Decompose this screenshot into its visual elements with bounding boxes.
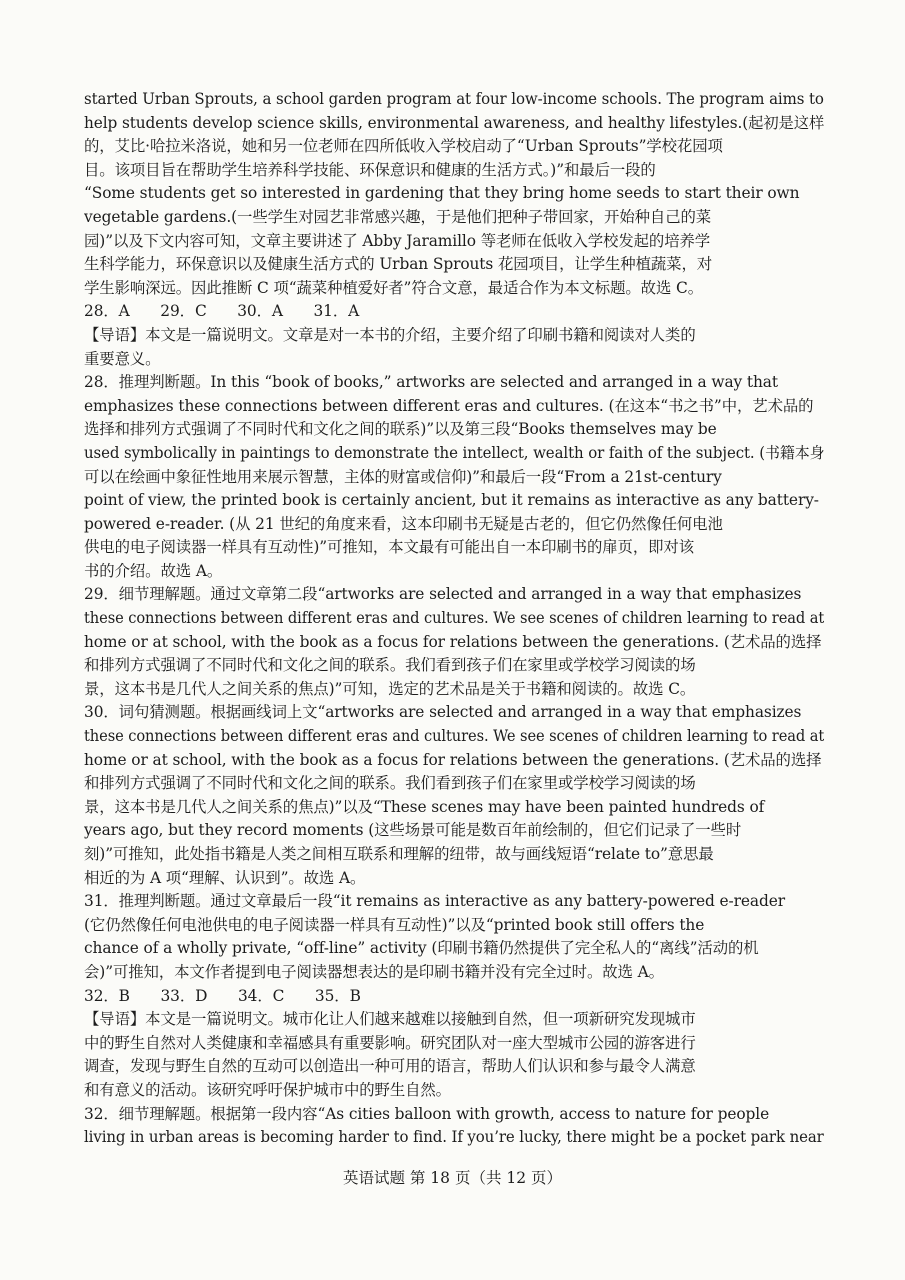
text-line: (它仍然像任何电池供电的电子阅读器一样具有互动性)”以及“printed book still offers the	[84, 915, 705, 934]
text-line: 和有意义的活动。该研究呼吁保护城市中的野生自然。	[84, 1080, 451, 1099]
text-line: 调查，发现与野生自然的互动可以创造出一种可用的语言，帮助人们认识和参与最令人满意	[84, 1057, 696, 1076]
text-line: living in urban areas is becoming harder to find. If you’re lucky, there might be a pocket park near	[84, 1128, 824, 1147]
text-line: 的，艾比·哈拉米洛说，她和另一位老师在四所低收入学校启动了“Urban Sprouts”学校花园项	[84, 137, 723, 156]
text-line: 园)”以及下文内容可知，文章主要讲述了 Abby Jaramillo 等老师在低收入学校发起的培养学	[84, 231, 711, 250]
text-line: 和排列方式强调了不同时代和文化之间的联系。我们看到孩子们在家里或学校学习阅读的场	[84, 774, 696, 793]
text-line: chance of a wholly private, “off-line” activity (印刷书籍仍然提供了完全私人的“离线”活动的机	[84, 939, 759, 958]
text-line: help students develop science skills, environmental awareness, and healthy lifestyles.(起初是这样	[84, 113, 824, 132]
text-line: 书的介绍。故选 A。	[84, 561, 223, 580]
text-line: emphasizes these connections between different eras and cultures. (在这本“书之书”中，艺术品的	[84, 396, 814, 415]
text-line: 刻)”可推知，此处指书籍是人类之间相互联系和理解的纽带，故与画线短语“relate to”意思最	[84, 845, 714, 863]
text-line: 31．推理判断题。通过文章最后一段“it remains as interactive as any battery-powered e-reader	[84, 892, 785, 911]
text-line: 【导语】本文是一篇说明文。文章是对一本书的介绍，主要介绍了印刷书籍和阅读对人类的	[84, 325, 696, 344]
text-line: these connections between different eras and cultures. We see scenes of children learning to read at	[84, 609, 824, 628]
text-line: 选择和排列方式强调了不同时代和文化之间的联系)”以及第三段“Books themselves may be	[84, 420, 717, 439]
answer-text-body	[84, 88, 824, 1150]
text-line: 30．词句猜测题。根据画线词上文“artworks are selected and arranged in a way that emphasizes	[84, 703, 802, 722]
text-line: 28．A 29．C 30．A 31．A	[84, 302, 360, 321]
text-line: 32．B 33．D 34．C 35．B	[84, 986, 361, 1005]
text-line: 生科学能力，环保意识以及健康生活方式的 Urban Sprouts 花园项目，让学生种植蔬菜，对	[84, 255, 713, 274]
text-line: 景，这本书是几代人之间关系的焦点)”以及“These scenes may have been painted hundreds of	[84, 797, 765, 816]
text-line: home or at school, with the book as a focus for relations between the generations. (艺术品的选择	[84, 750, 822, 769]
text-line: 28．推理判断题。In this “book of books,” artworks are selected and arranged in a way that	[84, 373, 778, 392]
text-line: 目。该项目旨在帮助学生培养科学技能、环保意识和健康的生活方式。)”和最后一段的	[84, 160, 656, 179]
text-line: these connections between different eras and cultures. We see scenes of children learning to read at	[84, 727, 824, 746]
text-line: 32．细节理解题。根据第一段内容“As cities balloon with growth, access to nature for people	[84, 1104, 770, 1123]
text-line: 可以在绘画中象征性地用来展示智慧，主体的财富或信仰)”和最后一段“From a 21st-century	[84, 467, 722, 486]
text-line: 相近的为 A 项“理解、认识到”。故选 A。	[84, 868, 366, 887]
text-line: 和排列方式强调了不同时代和文化之间的联系。我们看到孩子们在家里或学校学习阅读的场	[84, 656, 696, 675]
text-line: point of view, the printed book is certainly ancient, but it remains as interactive as any battery-	[84, 491, 819, 510]
text-line: vegetable gardens.(一些学生对园艺非常感兴趣，于是他们把种子带回家，开始种自己的菜	[84, 207, 712, 226]
text-line: started Urban Sprouts, a school garden program at four low-income schools. The program aims to	[84, 90, 824, 108]
text-line: “Some students get so interested in gardening that they bring home seeds to start their own	[84, 184, 800, 203]
text-line: used symbolically in paintings to demonstrate the intellect, wealth or faith of the subject. (书籍本身	[84, 443, 824, 462]
text-line: home or at school, with the book as a focus for relations between the generations. (艺术品的选择	[84, 632, 822, 651]
text-line: powered e-reader. (从 21 世纪的角度来看，这本印刷书无疑是古老的，但它仍然像任何电池	[84, 514, 723, 533]
text-line: 供电的电子阅读器一样具有互动性)”可推知，本文最有可能出自一本印刷书的扉页，即对该	[84, 538, 695, 557]
text-line: 会)”可推知，本文作者提到电子阅读器想表达的是印刷书籍并没有完全过时。故选 A。	[84, 962, 664, 981]
text-line: 【导语】本文是一篇说明文。城市化让人们越来越难以接触到自然，但一项新研究发现城市	[84, 1010, 696, 1029]
text-line: 重要意义。	[84, 349, 161, 368]
text-line: years ago, but they record moments (这些场景可能是数百年前绘制的，但它们记录了一些时	[84, 821, 742, 840]
text-line: 29．细节理解题。通过文章第二段“artworks are selected and arranged in a way that emphasizes	[84, 585, 802, 604]
text-line: 景，这本书是几代人之间关系的焦点)”可知，选定的艺术品是关于书籍和阅读的。故选 C。	[84, 679, 696, 698]
text-line: 中的野生自然对人类健康和幸福感具有重要影响。研究团队对一座大型城市公园的游客进行	[84, 1033, 696, 1052]
page-footer: 英语试题 第 18 页（共 12 页）	[342, 1169, 563, 1187]
text-line: 学生影响深远。因此推断 C 项“蔬菜种植爱好者”符合文意，最适合作为本文标题。故选 C。	[84, 278, 704, 297]
